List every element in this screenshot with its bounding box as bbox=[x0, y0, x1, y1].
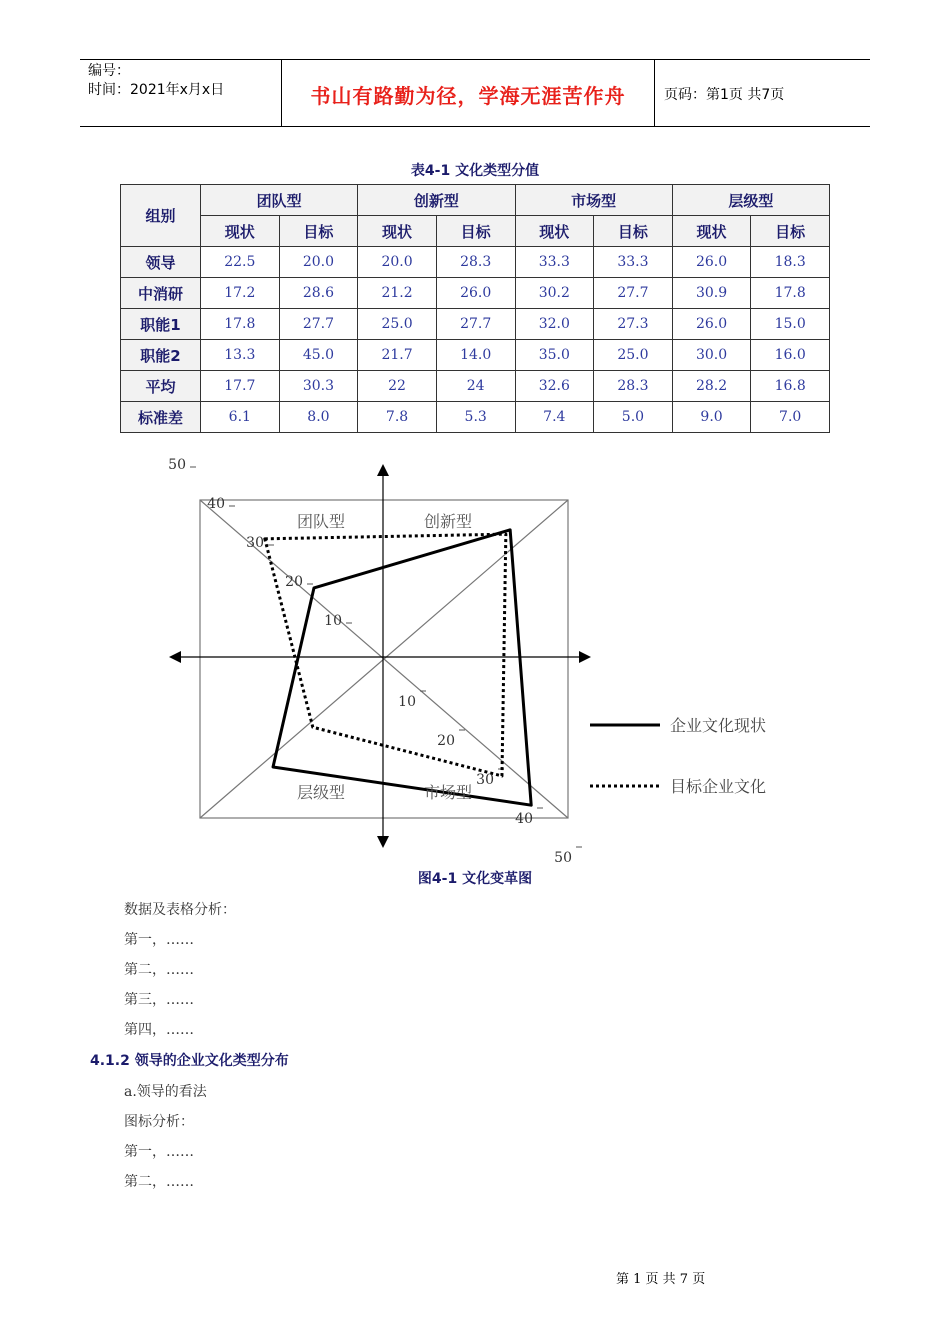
table-row bbox=[121, 371, 830, 402]
row-label: 平均 bbox=[121, 371, 201, 402]
chart-analysis-item: 第二，…… bbox=[124, 1174, 194, 1190]
table-row bbox=[121, 247, 830, 278]
table-cell: 28.3 bbox=[436, 247, 515, 278]
row-label: 领导 bbox=[121, 247, 201, 278]
table-header-row-subs bbox=[121, 216, 830, 247]
table-cell: 33.3 bbox=[515, 247, 594, 278]
tick-label: 10 bbox=[398, 694, 416, 710]
type-header: 创新型 bbox=[358, 185, 515, 216]
chart-analysis-item: 第一，…… bbox=[124, 1144, 194, 1160]
table-cell: 17.8 bbox=[201, 309, 280, 340]
tick-label: 50 bbox=[554, 850, 572, 866]
tick-label: 40 bbox=[515, 811, 533, 827]
table-cell: 5.0 bbox=[594, 402, 673, 433]
analysis-title: 数据及表格分析： bbox=[124, 902, 236, 918]
legend-label: 企业文化现状 bbox=[670, 716, 767, 735]
table-header-row-types bbox=[121, 185, 830, 216]
tick-label: 50 bbox=[168, 457, 186, 473]
table-cell: 25.0 bbox=[358, 309, 437, 340]
header-meta bbox=[88, 62, 224, 100]
table-cell: 17.2 bbox=[201, 278, 280, 309]
chart-analysis-title: 图标分析： bbox=[124, 1114, 194, 1130]
table-cell: 32.0 bbox=[515, 309, 594, 340]
sub-header: 现状 bbox=[201, 216, 280, 247]
table-cell: 27.3 bbox=[594, 309, 673, 340]
table-row bbox=[121, 402, 830, 433]
row-label: 标准差 bbox=[121, 402, 201, 433]
table-cell: 30.2 bbox=[515, 278, 594, 309]
table-cell: 20.0 bbox=[279, 247, 358, 278]
footer-page-number: 第 1 页 共 7 页 bbox=[616, 1272, 706, 1287]
table-cell: 26.0 bbox=[672, 309, 751, 340]
tick-label: 20 bbox=[437, 733, 455, 749]
type-header: 层级型 bbox=[672, 185, 829, 216]
header-motto: 书山有路勤为径，学海无涯苦作舟 bbox=[310, 84, 626, 108]
header-page-info: 页码：第1页 共7页 bbox=[664, 87, 785, 103]
sub-header: 现状 bbox=[515, 216, 594, 247]
analysis-item: 第二，…… bbox=[124, 962, 194, 978]
table-cell: 21.7 bbox=[358, 340, 437, 371]
table-cell: 9.0 bbox=[672, 402, 751, 433]
table-cell: 14.0 bbox=[436, 340, 515, 371]
culture-score-table bbox=[120, 184, 830, 433]
table-cell: 27.7 bbox=[436, 309, 515, 340]
tick-label: 30 bbox=[476, 772, 494, 788]
table-cell: 15.0 bbox=[751, 309, 830, 340]
quadrant-label: 市场型 bbox=[423, 783, 473, 802]
analysis-item: 第一，…… bbox=[124, 932, 194, 948]
sub-header: 目标 bbox=[436, 216, 515, 247]
header-divider-2 bbox=[654, 59, 655, 127]
sub-header: 现状 bbox=[672, 216, 751, 247]
tick-label: 10 bbox=[324, 613, 342, 629]
table-cell: 20.0 bbox=[358, 247, 437, 278]
culture-change-radar-chart bbox=[160, 457, 800, 866]
table-cell: 30.9 bbox=[672, 278, 751, 309]
table-cell: 26.0 bbox=[436, 278, 515, 309]
section-heading: 4.1.2 领导的企业文化类型分布 bbox=[90, 1053, 289, 1069]
tick-label: 30 bbox=[246, 535, 264, 551]
tick-label: 20 bbox=[285, 574, 303, 590]
table-cell: 22.5 bbox=[201, 247, 280, 278]
table-cell: 16.0 bbox=[751, 340, 830, 371]
table-cell: 18.3 bbox=[751, 247, 830, 278]
quadrant-label: 团队型 bbox=[296, 512, 346, 531]
table-cell: 24 bbox=[436, 371, 515, 402]
table-row bbox=[121, 278, 830, 309]
table-cell: 32.6 bbox=[515, 371, 594, 402]
table-cell: 30.0 bbox=[672, 340, 751, 371]
table-cell: 45.0 bbox=[279, 340, 358, 371]
table-row bbox=[121, 340, 830, 371]
subsection-a: a.领导的看法 bbox=[124, 1084, 207, 1100]
quadrant-label: 层级型 bbox=[296, 783, 346, 802]
doc-time-label: 时间：2021年x月x日 bbox=[88, 82, 225, 98]
type-header: 团队型 bbox=[201, 185, 358, 216]
table-cell: 16.8 bbox=[751, 371, 830, 402]
quadrant-label: 创新型 bbox=[423, 512, 473, 531]
series-target-culture bbox=[265, 534, 506, 776]
table-cell: 27.7 bbox=[594, 278, 673, 309]
sub-header: 现状 bbox=[358, 216, 437, 247]
table-cell: 8.0 bbox=[279, 402, 358, 433]
table-cell: 5.3 bbox=[436, 402, 515, 433]
table-cell: 17.7 bbox=[201, 371, 280, 402]
table-cell: 21.2 bbox=[358, 278, 437, 309]
table-cell: 28.3 bbox=[594, 371, 673, 402]
tick-label: 40 bbox=[207, 496, 225, 512]
table-cell: 7.8 bbox=[358, 402, 437, 433]
table-cell: 26.0 bbox=[672, 247, 751, 278]
table-cell: 7.0 bbox=[751, 402, 830, 433]
table-cell: 13.3 bbox=[201, 340, 280, 371]
table-cell: 28.2 bbox=[672, 371, 751, 402]
group-header: 组别 bbox=[121, 185, 201, 247]
figure-caption: 图4-1 文化变革图 bbox=[417, 871, 533, 887]
table-caption: 表4-1 文化类型分值 bbox=[410, 163, 540, 179]
table-cell: 27.7 bbox=[279, 309, 358, 340]
table-row bbox=[121, 309, 830, 340]
table-cell: 6.1 bbox=[201, 402, 280, 433]
table-cell: 33.3 bbox=[594, 247, 673, 278]
analysis-item: 第四，…… bbox=[124, 1022, 194, 1038]
row-label: 职能1 bbox=[121, 309, 201, 340]
analysis-item: 第三，…… bbox=[124, 992, 194, 1008]
series-current-culture bbox=[273, 530, 531, 805]
sub-header: 目标 bbox=[279, 216, 358, 247]
header-bottom-rule bbox=[80, 126, 870, 127]
table-cell: 25.0 bbox=[594, 340, 673, 371]
table-cell: 30.3 bbox=[279, 371, 358, 402]
header-top-rule bbox=[80, 59, 870, 60]
doc-number-label: 编号： bbox=[88, 63, 130, 79]
row-label: 中消研 bbox=[121, 278, 201, 309]
table-cell: 28.6 bbox=[279, 278, 358, 309]
type-header: 市场型 bbox=[515, 185, 672, 216]
legend-label: 目标企业文化 bbox=[670, 777, 767, 796]
sub-header: 目标 bbox=[751, 216, 830, 247]
sub-header: 目标 bbox=[594, 216, 673, 247]
table-cell: 7.4 bbox=[515, 402, 594, 433]
row-label: 职能2 bbox=[121, 340, 201, 371]
table-cell: 35.0 bbox=[515, 340, 594, 371]
table-cell: 17.8 bbox=[751, 278, 830, 309]
table-cell: 22 bbox=[358, 371, 437, 402]
